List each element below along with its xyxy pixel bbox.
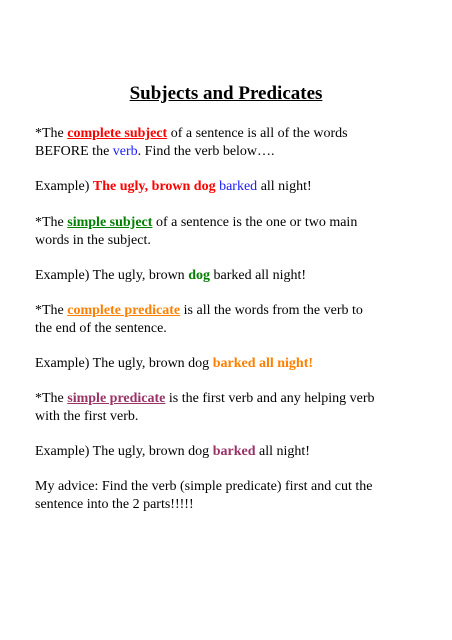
advice-line: My advice: Find the verb (simple predicate) first and cut the: [35, 479, 373, 494]
definition-line: [35, 125, 435, 143]
example-prefix: Example) The ugly, brown: [35, 268, 189, 283]
example-prefix: Example) The ugly, brown dog: [35, 444, 213, 459]
simple-predicate-term: simple predicate: [67, 391, 166, 406]
definition-text: is the first verb and any helping verb: [165, 391, 375, 406]
example-line: [35, 178, 435, 196]
complete-predicate-definition: [35, 302, 435, 338]
definition-text: BEFORE the: [35, 144, 113, 159]
example-simple-predicate: [35, 443, 435, 461]
complete-predicate-term: complete predicate: [67, 303, 181, 318]
complete-subject-term: complete subject: [67, 126, 168, 141]
definition-line: the end of the sentence.: [35, 321, 167, 336]
simple-predicate-definition: [35, 390, 435, 426]
example-prefix: Example) The ugly, brown dog: [35, 356, 213, 371]
example-complete-predicate-highlight: barked all night!: [212, 356, 314, 371]
advice-line: sentence into the 2 parts!!!!!: [35, 497, 194, 512]
star-prefix: *The: [35, 215, 68, 230]
example-complete-predicate: [35, 355, 435, 373]
page-title: Subjects and Predicates: [129, 83, 323, 104]
example-simple-subject: [35, 267, 435, 285]
definition-line: [35, 390, 435, 408]
advice-paragraph: [35, 478, 435, 514]
star-prefix: *The: [35, 126, 68, 141]
example-line: [35, 443, 435, 461]
example-simple-predicate-highlight: barked: [212, 444, 256, 459]
star-prefix: *The: [35, 391, 68, 406]
example-line: [35, 267, 435, 285]
simple-subject-term: simple subject: [67, 215, 153, 230]
example-verb-highlight: barked: [219, 179, 258, 194]
definition-text: of a sentence is all of the words: [167, 126, 348, 141]
definition-line: [35, 143, 435, 161]
star-prefix: *The: [35, 303, 68, 318]
definition-text: is all the words from the verb to: [180, 303, 363, 318]
example-rest: all night!: [255, 444, 310, 459]
example-rest: barked all night!: [209, 268, 307, 283]
definition-text: of a sentence is the one or two main: [152, 215, 358, 230]
definition-line: [35, 214, 435, 232]
definition-line: [35, 302, 435, 320]
simple-subject-definition: [35, 214, 435, 250]
definition-text: . Find the verb below….: [137, 144, 275, 159]
example-complete-subject-highlight: The ugly, brown dog: [92, 179, 216, 194]
example-prefix: Example): [35, 179, 93, 194]
complete-subject-definition: [35, 125, 435, 161]
example-simple-subject-highlight: dog: [188, 268, 210, 283]
verb-word: verb: [112, 144, 138, 159]
example-rest: all night!: [257, 179, 312, 194]
definition-line: words in the subject.: [35, 233, 151, 248]
example-complete-subject: [35, 178, 435, 196]
definition-line: with the first verb.: [35, 409, 139, 424]
example-line: [35, 355, 435, 373]
